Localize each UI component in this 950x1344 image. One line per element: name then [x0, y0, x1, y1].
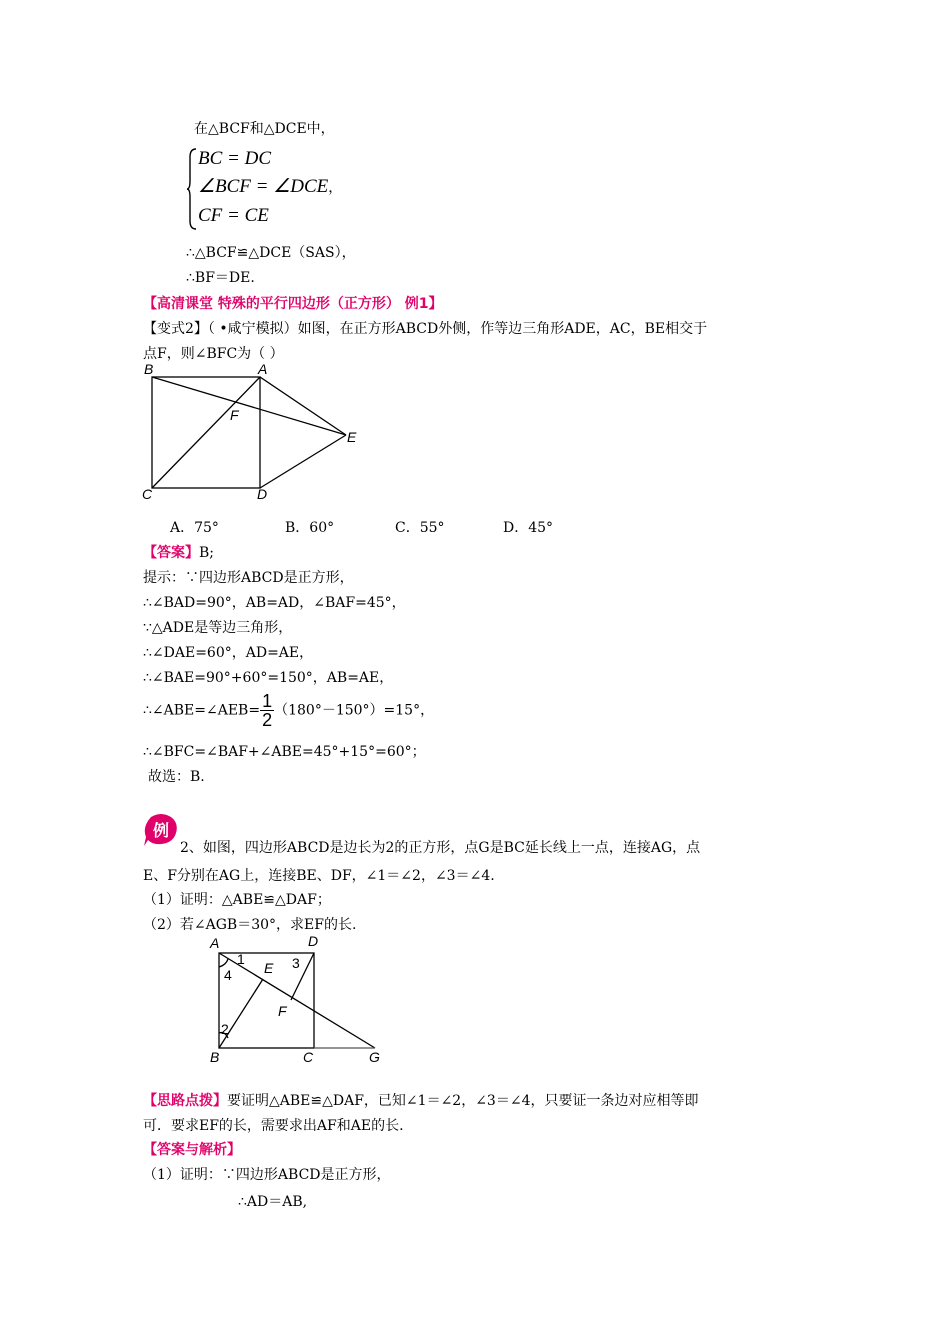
- fig1-label-d: D: [257, 486, 268, 502]
- fig2-label-c: C: [303, 1049, 314, 1065]
- variant-line-1: [143, 319, 707, 339]
- fig1-label-b: B: [144, 361, 154, 377]
- variant-tag: 【变式2】: [143, 321, 208, 337]
- fig1-label-f: F: [230, 407, 239, 423]
- fig2-label-1: 1: [237, 951, 245, 967]
- option-a: A．75°: [170, 520, 219, 536]
- condition-3: CF = CE: [198, 205, 269, 226]
- fig2-label-2: 2: [221, 1021, 229, 1037]
- proof-congruence: ∴△BCF≌△DCE（SAS），: [186, 245, 356, 261]
- condition-2-row: [198, 177, 342, 198]
- answer-tag: 【答案】: [143, 545, 199, 561]
- hint-text-2: 可．要求EF的长，需要求出AF和AE的长.: [143, 1118, 404, 1134]
- option-d: D．45°: [503, 520, 554, 536]
- badge-text: 例: [153, 821, 170, 840]
- example-badge: [143, 813, 179, 847]
- fig2-label-g: G: [369, 1049, 380, 1065]
- fig2-label-a: A: [210, 935, 220, 951]
- condition-2-suffix: ，: [328, 180, 343, 196]
- fig2-label-e: E: [264, 960, 274, 976]
- fig1-label-c: C: [142, 486, 153, 502]
- answer-line-5: ∴∠BAE=90°+60°=150°，AB=AE，: [143, 670, 394, 686]
- brace-icon: [186, 147, 198, 231]
- fig2-label-f: F: [278, 1003, 287, 1019]
- variant-text-2: 点F，则∠BFC为（ ）: [143, 346, 284, 362]
- example2-question-1: （1）证明：△ABE≌△DAF；: [143, 892, 331, 908]
- fig2-label-b: B: [210, 1049, 220, 1065]
- answer-fraction-line: [143, 692, 434, 729]
- fig1-label-a: A: [258, 361, 268, 377]
- answer-line-1: 提示：∵四边形ABCD是正方形，: [143, 570, 354, 586]
- proof-conclusion: ∴BF＝DE.: [186, 270, 255, 286]
- figure-2: [200, 932, 390, 1067]
- analysis-tag: 【答案与解析】: [143, 1142, 241, 1158]
- condition-2: ∠BCF = ∠DCE: [198, 176, 329, 197]
- fig2-label-3: 3: [292, 955, 300, 971]
- answer-line-bfc: ∴∠BFC=∠BAF+∠ABE=45°+15°=60°；: [143, 744, 426, 760]
- hint-tag: 【思路点拨】: [143, 1093, 227, 1109]
- fraction-prefix: ∴∠ABE=∠AEB=: [143, 702, 261, 719]
- example2-question-2: （2）若∠AGB＝30°，求EF的长.: [143, 917, 357, 933]
- fraction-denominator: 2: [262, 710, 273, 730]
- answer-line-4: ∴∠DAE=60°，AD=AE，: [143, 645, 314, 661]
- answer-conclusion: 故选：B.: [148, 769, 205, 785]
- option-c: C．55°: [395, 520, 445, 536]
- answer-line-2: ∴∠BAD=90°，AB=AD，∠BAF=45°，: [143, 595, 406, 611]
- proof-intro: 在△BCF和△DCE中，: [194, 121, 335, 137]
- answer-value: B;: [199, 545, 215, 561]
- example2-text-1: 2、如图，四边形ABCD是边长为2的正方形，点G是BC延长线上一点，连接AG，点: [180, 840, 701, 856]
- fraction-numerator: 1: [262, 691, 273, 711]
- fraction-half: [260, 692, 274, 729]
- fraction-suffix: （180°－150°）=15°，: [274, 702, 435, 719]
- example2-text-2: E、F分别在AG上，连接BE、DF，∠1＝∠2，∠3＝∠4.: [143, 868, 495, 884]
- analysis-line-2: ∴AD＝AB,: [238, 1194, 308, 1210]
- answer-line-3: ∵△ADE是等边三角形，: [143, 620, 293, 636]
- analysis-line-1: （1）证明：∵四边形ABCD是正方形，: [143, 1167, 391, 1183]
- answer-row: [143, 543, 214, 563]
- fig2-label-d: D: [308, 933, 319, 949]
- figure-1: [140, 360, 370, 505]
- fig2-label-4: 4: [224, 967, 232, 983]
- option-b: B．60°: [285, 520, 335, 536]
- hint-line-1: [143, 1091, 698, 1111]
- hint-text-1: 要证明△ABE≌△DAF，已知∠1＝∠2，∠3＝∠4，只要证一条边对应相等即: [227, 1093, 699, 1109]
- variant-text-1: （ •咸宁模拟）如图，在正方形ABCD外侧，作等边三角形ADE，AC，BE相交于: [207, 321, 708, 337]
- section-heading: 【高清课堂 特殊的平行四边形（正方形） 例1】: [143, 296, 443, 312]
- condition-1: BC = DC: [198, 148, 271, 169]
- fig1-label-e: E: [347, 429, 357, 445]
